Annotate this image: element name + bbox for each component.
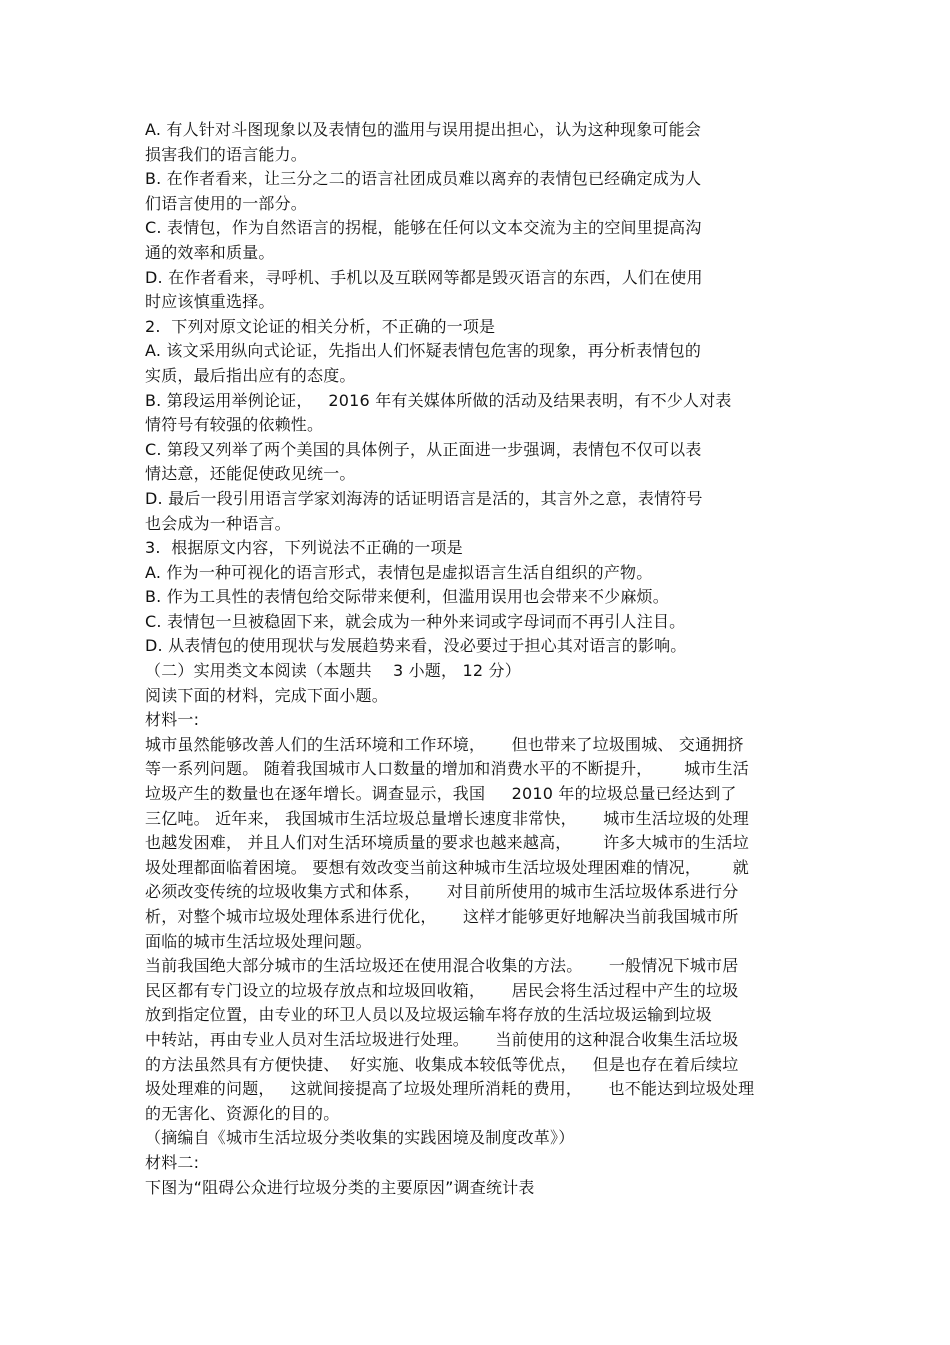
text-line: （摘编自《城市生活垃圾分类收集的实践困境及制度改革》） [145,1128,575,1148]
text-line: 当前我国绝大部分城市的生活垃圾还在使用混合收集的方法。 一般情况下城市居 [145,956,739,976]
text-line: A. 该文采用纵向式论证，先指出人们怀疑表情包危害的现象，再分析表情包的 [145,341,702,361]
text-line: 放到指定位置，由专业的环卫人员以及垃圾运输车将存放的生活垃圾运输到垃圾 [145,1005,713,1025]
text-line: 民区都有专门设立的垃圾存放点和垃圾回收箱， 居民会将生活过程中产生的垃圾 [145,980,739,1000]
text-line: 垃圾产生的数量也在逐年增长。调查显示，我国 2010 年的垃圾总量已经达到了 [145,784,737,804]
text-line: 三亿吨。 近年来， 我国城市生活垃圾总量增长速度非常快， 城市生活垃圾的处理 [145,808,750,828]
text-line: 面临的城市生活垃圾处理问题。 [145,931,372,951]
text-line: 圾处理难的问题， 这就间接提高了垃圾处理所消耗的费用， 也不能达到垃圾处理 [145,1079,755,1099]
text-line: A. 作为一种可视化的语言形式，表情包是虚拟语言生活自组织的产物。 [145,562,653,582]
text-line: D. 最后一段引用语言学家刘海涛的话证明语言是活的，其言外之意，表情符号 [145,488,703,508]
text-line: 材料二: [145,1152,200,1172]
text-line: 2. 下列对原文论证的相关分析，不正确的一项是 [145,316,496,336]
text-line: 情符号有较强的依赖性。 [145,415,324,435]
text-line: 通的效率和质量。 [145,242,275,262]
text-line: 等一系列问题。 随着我国城市人口数量的增加和消费水平的不断提升， 城市生活 [145,759,750,779]
text-body [145,118,815,1200]
text-line: 的方法虽然具有方便快捷、 好实施、收集成本较低等优点， 但是也存在着后续垃 [145,1054,739,1074]
text-line: 3. 根据原文内容，下列说法不正确的一项是 [145,538,463,558]
text-line: A. 有人针对斗图现象以及表情包的滥用与误用提出担心，认为这种现象可能会 [145,120,702,139]
text-line: 们语言使用的一部分。 [145,193,308,213]
text-line: （二）实用类文本阅读（本题共 3 小题， 12 分） [145,661,521,681]
text-line: 时应该慎重选择。 [145,292,275,312]
text-line: 阅读下面的材料，完成下面小题。 [145,685,389,705]
text-line: C. 表情包一旦被稳固下来，就会成为一种外来词或字母词而不再引人注目。 [145,611,686,631]
text-line: 必须改变传统的垃圾收集方式和体系， 对目前所使用的城市生活垃圾体系进行分 [145,882,739,902]
text-line: C. 第段又列举了两个美国的具体例子，从正面进一步强调，表情包不仅可以表 [145,439,702,459]
text-line: B. 第段运用举例论证， 2016 年有关媒体所做的活动及结果表明，有不少人对表 [145,390,732,410]
text-line: 实质，最后指出应有的态度。 [145,365,356,385]
text-line: 析，对整个城市垃圾处理体系进行优化， 这样才能够更好地解决当前我国城市所 [145,907,739,926]
text-line: B. 作为工具性的表情包给交际带来便利，但滥用误用也会带来不少麻烦。 [145,587,669,607]
text-line: 损害我们的语言能力。 [145,144,308,164]
text-line: D. 从表情包的使用现状与发展趋势来看，没必要过于担心其对语言的影响。 [145,636,687,656]
text-line: C. 表情包，作为自然语言的拐棍，能够在任何以文本交流为主的空间里提高沟 [145,218,702,238]
text-line: 下图为“阻碍公众进行垃圾分类的主要原因”调查统计表 [145,1177,535,1197]
text-line: 也越发困难， 并且人们对生活环境质量的要求也越来越高， 许多大城市的生活垃 [145,833,750,853]
text-line: 材料一: [145,710,200,730]
text-line: 的无害化、资源化的目的。 [145,1103,340,1123]
text-line: D. 在作者看来，寻呼机、手机以及互联网等都是毁灭语言的东西，人们在使用 [145,267,703,287]
text-line: 圾处理都面临着困境。 要想有效改变当前这种城市生活垃圾处理困难的情况， 就 [145,857,750,877]
text-line: 中转站，再由专业人员对生活垃圾进行处理。 当前使用的这种混合收集生活垃圾 [145,1029,739,1049]
text-line: 情达意，还能促使政见统一。 [145,464,356,484]
text-line: B. 在作者看来，让三分之二的语言社团成员难以离弃的表情包已经确定成为人 [145,169,702,189]
text-line: 也会成为一种语言。 [145,513,291,533]
text-line: 城市虽然能够改善人们的生活环境和工作环境， 但也带来了垃圾围城、 交通拥挤 [145,734,744,754]
